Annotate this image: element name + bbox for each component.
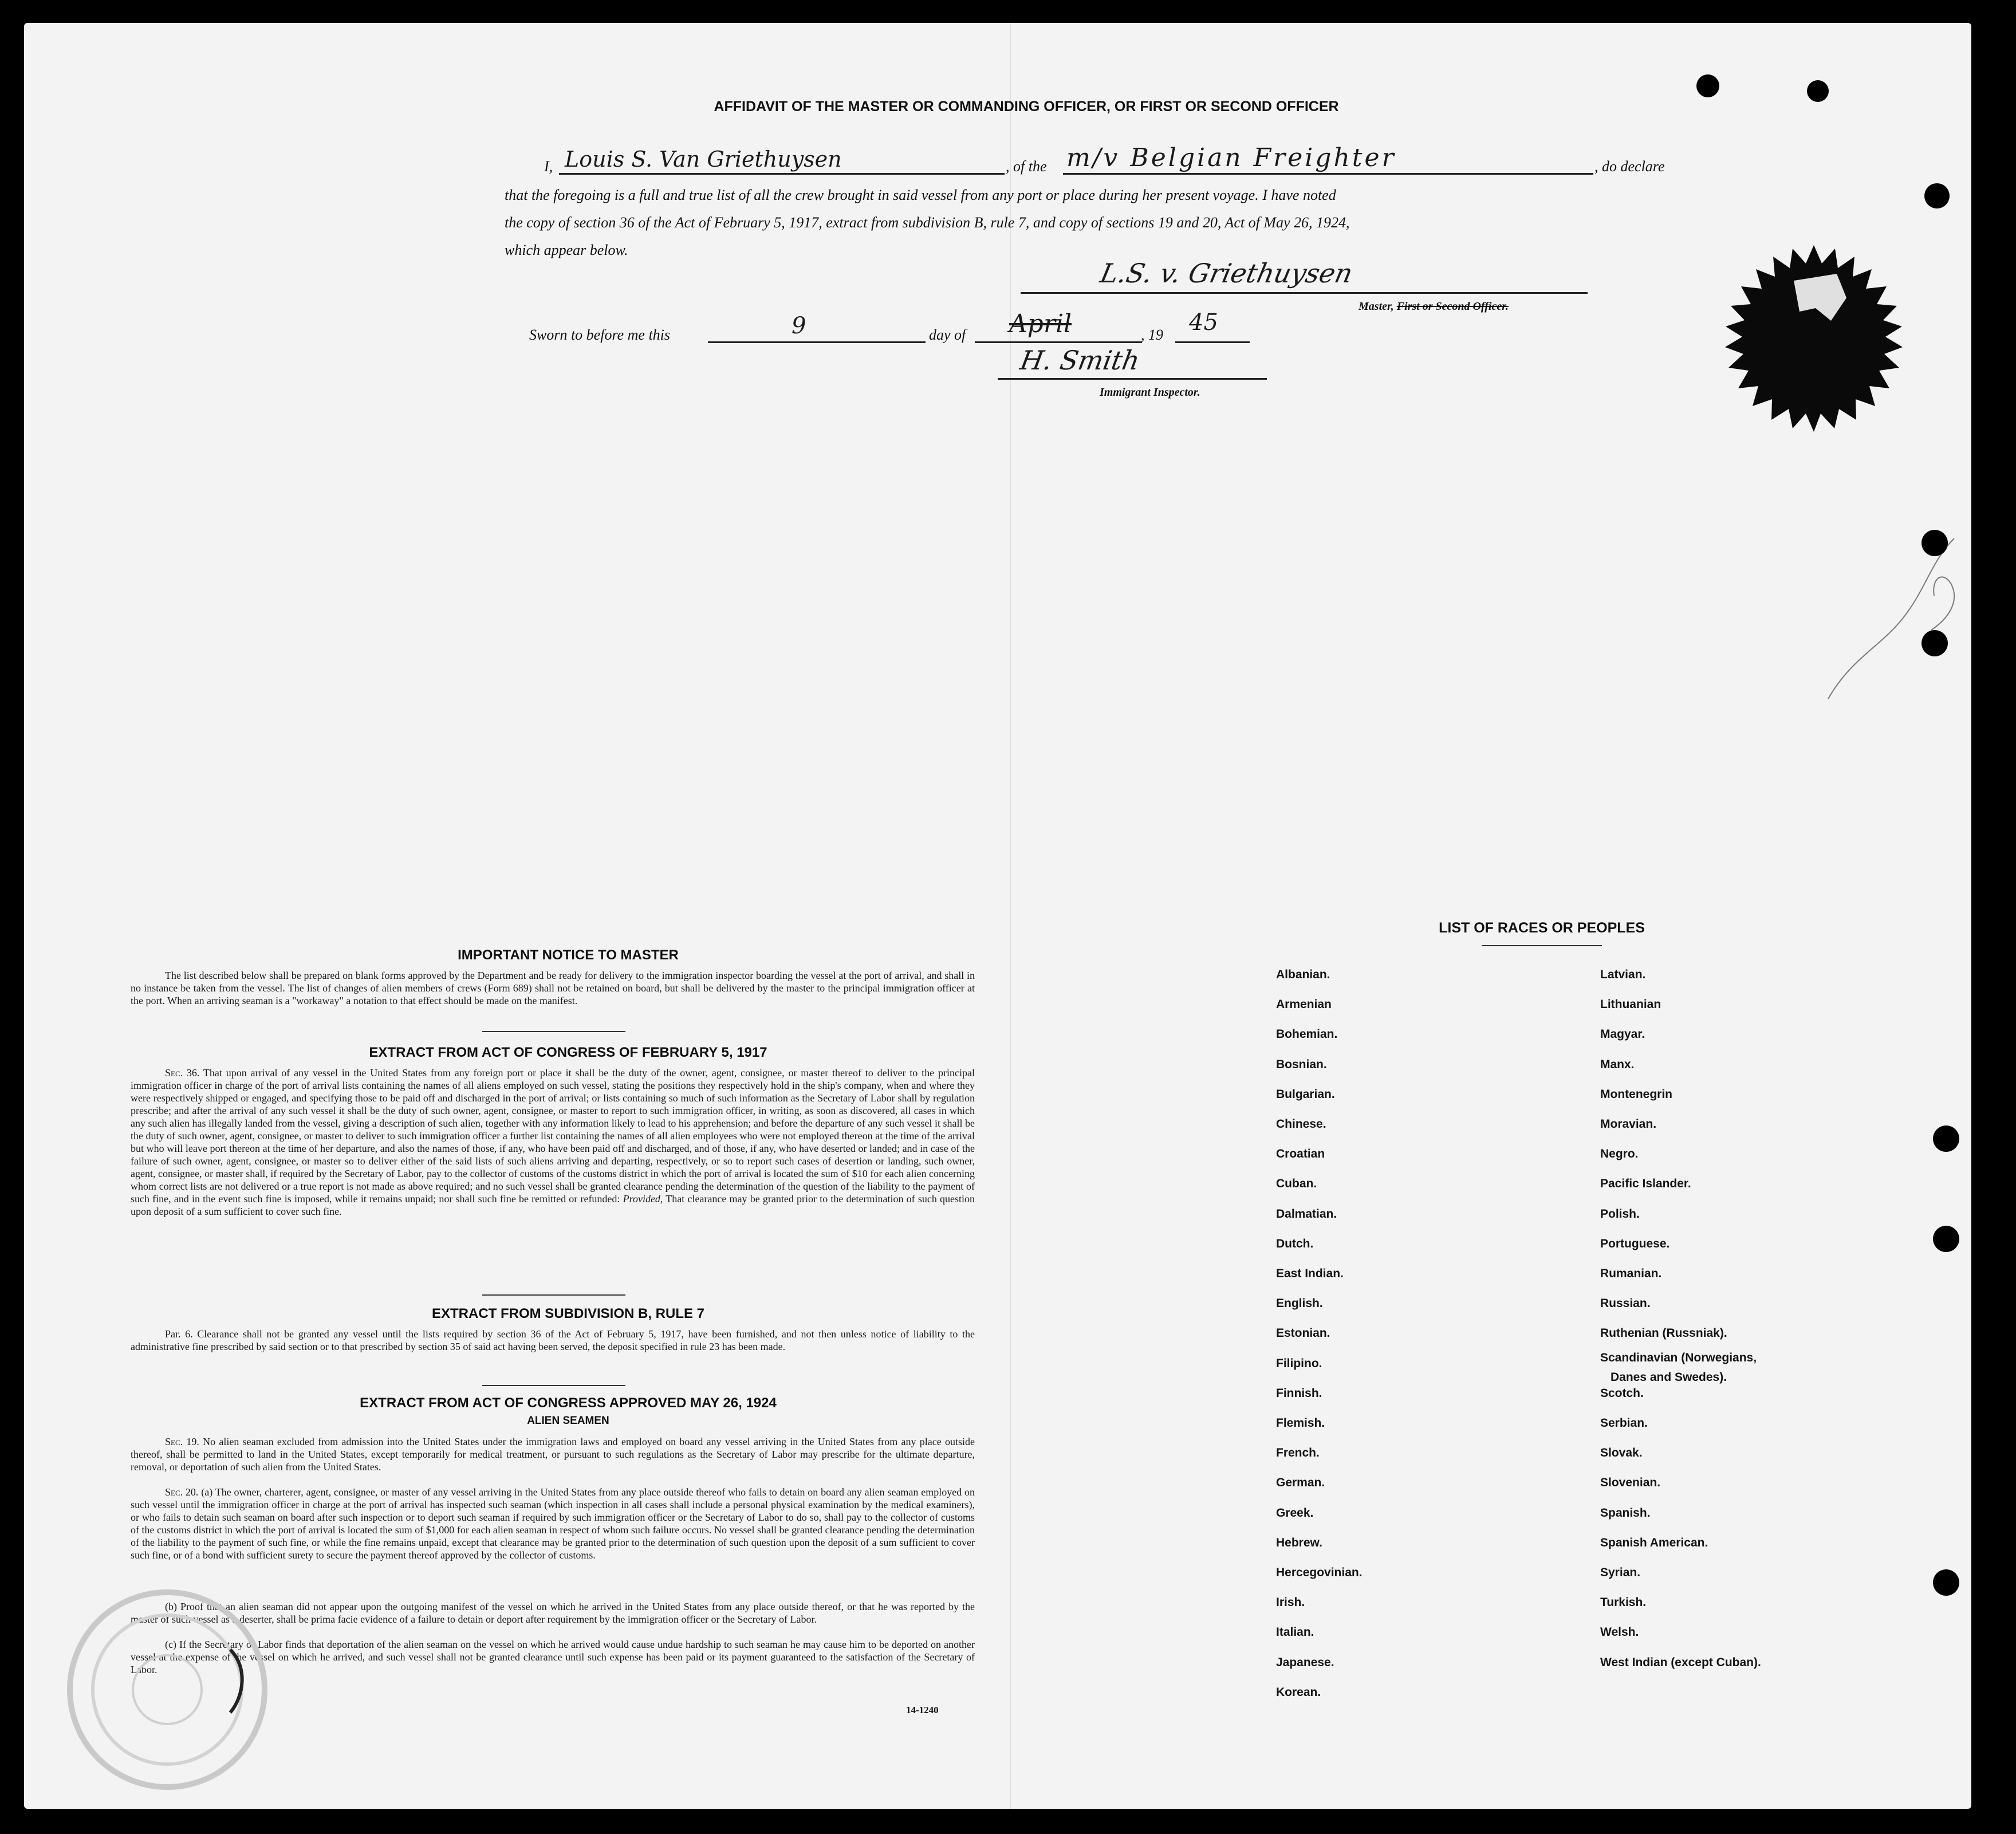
sec20a-body: (a) The owner, charterer, agent, consignee, or master of any vessel arriving in the United States from any place outside thereof who fails to detain on board any alien seaman employed on such vessel until the immigration officer in charge at the port of arrival has inspected such seaman (which inspection in all cases shall include a personal physical examination by the medical examiners), or who fails to detain such seaman on board after such inspection or to deport such seaman if required by such immigration officer or the Secretary of Labor to do so, shall pay to the collector of customs of the customs district in which the port of arrival is located the sum of $1,000 for each alien seaman in respect of whom such failure occurs. No vessel shall be granted clearance pending the determination of the liability to the payment of such fine, or while the fine remains unpaid, except that clearance may be granted prior to the determination of such question upon the deposit of a sum sufficient to cover such fine, or of a bond with sufficient surety to secure the payment thereof approved by the collector of customs. [131,1486,975,1561]
race-item: Spanish. [1600,1506,1651,1520]
sworn-label: Sworn to before me this [529,326,671,343]
race-item: Bohemian. [1276,1028,1338,1041]
embossed-seal-icon [58,1581,276,1798]
provided-label: Provided, [623,1193,663,1205]
race-item: Welsh. [1600,1626,1639,1639]
punch-hole-icon [1933,1569,1959,1596]
sec20a-paragraph [131,1486,975,1561]
master-signature-line [1021,292,1588,294]
vessel-name-handwritten: m/v Belgian Freighter [1066,143,1396,172]
master-label: Master, [1359,300,1394,313]
race-item: Italian. [1276,1626,1314,1639]
race-item: Korean. [1276,1685,1321,1699]
race-item: Turkish. [1600,1596,1647,1609]
race-item: Magyar. [1600,1028,1645,1041]
divider [482,1031,625,1032]
race-item: Portuguese. [1600,1237,1670,1250]
affidavit-line-4: which appear below. [505,242,628,258]
notary-seal-icon [1714,241,1914,441]
race-item: Chinese. [1276,1117,1326,1131]
extract-1917-title: EXTRACT FROM ACT OF CONGRESS OF FEBRUARY 5, 1917 [369,1045,767,1060]
race-item: Serbian. [1600,1416,1648,1430]
race-item: Bulgarian. [1276,1087,1335,1101]
day-of-label: day of [929,326,966,343]
race-item: Scotch. [1600,1386,1644,1400]
affidavit-i-prefix: I, [544,158,553,175]
race-item: Latvian. [1600,968,1646,981]
master-signature: L.S. v. Griethuysen [1097,258,1356,289]
document-sheet [24,23,1971,1809]
punch-hole-icon [1696,74,1719,97]
race-item: Montenegrin [1600,1087,1672,1101]
notice-body: The list described below shall be prepared on blank forms approved by the Department and be ready for delivery to the immigration inspector boarding the vessel at the port of arrival, and shall in no instance be taken from the vessel. The list of changes of alien members of crews (Form 689) shall not be retained on board, but shall be delivered by the master to the principal immigration officer at the port. When an arriving seaman is a "workaway" a notation to that effect should be made on the manifest. [131,970,975,1006]
race-item: Slovak. [1600,1446,1643,1460]
master-name-handwritten: Louis S. Van Griethuysen [565,147,842,172]
day-handwritten: 9 [792,313,806,339]
inspector-signature-line [998,378,1267,380]
struck-officer-label: First or Second Officer. [1396,300,1509,313]
divider [482,1294,625,1296]
sec19-paragraph [131,1435,975,1473]
race-item: Russian. [1600,1297,1651,1310]
race-item: French. [1276,1446,1320,1460]
affidavit-do-declare: , do declare [1594,158,1665,175]
divider [482,1385,625,1386]
notice-title: IMPORTANT NOTICE TO MASTER [458,947,679,963]
extract-1924-title: EXTRACT FROM ACT OF CONGRESS APPROVED MAY 26, 1924 [360,1395,777,1411]
race-item: Manx. [1600,1057,1635,1071]
race-item: Cuban. [1276,1177,1317,1191]
race-item: Lithuanian [1600,998,1661,1012]
race-item: Ruthenian (Russniak). [1600,1327,1727,1340]
extract-rule7-body: Par. 6. Clearance shall not be granted any vessel until the lists required by section 36 of the Act of February 5, 1917, have been furnished, and not then unless notice of liability to the administrative fine prescribed by said section or to that prescribed by section 35 of said act having been served, the deposit specified in rule 23 has been made. [131,1328,975,1352]
extract-rule7-title: EXTRACT FROM SUBDIVISION B, RULE 7 [431,1306,705,1321]
sec19-body: No alien seaman excluded from admission into the United States under the immigration laws and employed on board any vessel arriving in the United States from any place outside thereof, shall be permitted to land in the United States, except temporarily for medical treatment, or pursuant to such regulations as the Secretary of Labor may prescribe for the ultimate departure, removal, or deportation of such alien from the United States. [131,1436,975,1473]
race-item: Hercegovinian. [1276,1566,1363,1579]
race-item: Croatian [1276,1147,1325,1161]
inspector-signature: H. Smith [1018,345,1143,376]
race-item: Polish. [1600,1207,1640,1221]
race-item: Scandinavian (Norwegians, [1600,1351,1757,1364]
month-handwritten: April [1009,309,1072,339]
form-number: 14-1240 [906,1705,939,1715]
race-item: West Indian (except Cuban). [1600,1655,1761,1669]
affidavit-line-2: that the foregoing is a full and true list of all the crew brought in said vessel from any port or place during her present voyage. I have noted [505,187,1336,203]
inspector-label: Immigrant Inspector. [1100,386,1200,399]
year-prefix: , 19 [1141,326,1163,343]
affidavit-of-the: , of the [1006,158,1047,175]
extract-1917-body [131,1066,975,1218]
month-underline [975,341,1142,343]
sec36-label: Sec. 36. [165,1067,200,1079]
name-underline [559,173,1005,175]
punch-hole-icon [1933,1125,1959,1152]
divider [1482,945,1602,946]
race-item: Dalmatian. [1276,1207,1337,1221]
race-item: Greek. [1276,1506,1314,1520]
punch-hole-icon [1922,530,1948,556]
race-item: German. [1276,1476,1325,1490]
race-item: Syrian. [1600,1566,1641,1579]
race-item: Finnish. [1276,1386,1322,1400]
sec36-body: That upon arrival of any vessel in the United States from any foreign port or place it shall be the duty of the owner, agent, consignee, or master thereof to deliver to the principal immigration officer in charge of the port of arrival lists containing the names of all aliens employed on such vessel, stating the positions they respectively hold in the ship's company, when and where they were respectively shipped or engaged, and specifying those to be paid off and discharged in the port of arrival; or lists containing so much of such information as the Secretary of Labor shall by regulation prescribe; and after the arrival of any such vessel it shall be the duty of such owner, agent, consignee, or master to report to such immigration officer, in writing, as soon as discovered, all cases in which any such alien has illegally landed from the vessel, giving a description of such alien, together with any information likely to lead to his apprehension; and before the departure of any such vessel it shall be the duty of such owner, agent, consignee, or master to deliver to such immigration officer a further list containing the names of all alien employees who were not employed thereon at the time of the arrival but who will leave port thereon at the time of her departure, and also the names of those, if any, who have been paid off and discharged, and of those, if any, who have deserted or landed; and in case of the failure of such owner, agent, consignee, or master so to deliver either of the said lists of such aliens arriving and departing, respectively, or so to report such cases of desertion or landing, such owner, agent, consignee, or master shall, if required by the Secretary of Labor, pay to the collector of customs of the customs district in which the port of arrival is located the sum of $10 for each alien concerning whom correct lists are not delivered or a true report is not made as above required; and no such vessel shall be granted clearance pending the determination of the question of the liability to the payment of such fine, and in the event such fine is imposed, while it remains unpaid; nor shall such fine be remitted or refunded: [131,1067,975,1205]
race-item: Bosnian. [1276,1057,1327,1071]
race-item: Pacific Islander. [1600,1177,1691,1191]
race-item: Irish. [1276,1596,1305,1609]
sec20-label: Sec. 20. [165,1486,199,1498]
race-item: Japanese. [1276,1655,1334,1669]
sec20b-paragraph: (b) Proof that an alien seaman did not appear upon the outgoing manifest of the vessel on which he arrived in the United States from any place outside thereof, or that he was reported by the master of such vessel as a deserter, shall be prima facie evidence of a failure to detain or deport after requirement by the immigration officer or the Secretary of Labor. [131,1601,975,1625]
race-item: Estonian. [1276,1327,1330,1340]
race-item: Moravian. [1600,1117,1657,1131]
fold-line [1010,23,1011,1809]
affidavit-line-3: the copy of section 36 of the Act of February 5, 1917, extract from subdivision B, rule 7, and copy of sections 19 and 20, Act of May 26, 1924, [505,214,1350,231]
punch-hole-icon [1922,630,1948,656]
year-underline [1175,341,1250,343]
punch-hole-icon [1933,1226,1959,1252]
year-handwritten: 45 [1189,309,1218,336]
punch-hole-icon [1807,80,1829,102]
day-underline [708,341,926,343]
race-item: Slovenian. [1600,1476,1661,1490]
provided-body: That clearance may be granted prior to the determination of such question upon deposit of a sum sufficient to cover such fine. [131,1193,975,1217]
race-item: Albanian. [1276,968,1330,981]
race-item: Danes and Swedes). [1611,1370,1727,1384]
punch-hole-icon [1924,183,1950,208]
race-item: English. [1276,1297,1323,1310]
race-item: Spanish American. [1600,1536,1708,1549]
vessel-underline [1063,173,1593,175]
race-item: Flemish. [1276,1416,1325,1430]
race-item: Hebrew. [1276,1536,1322,1549]
extract-1924-subtitle: ALIEN SEAMEN [527,1415,609,1427]
affidavit-title: AFFIDAVIT OF THE MASTER OR COMMANDING OFFICER, OR FIRST OR SECOND OFFICER [714,99,1339,115]
race-item: Filipino. [1276,1356,1322,1370]
race-item: Armenian [1276,998,1332,1012]
race-item: Negro. [1600,1147,1639,1161]
signatory-title [1359,300,1509,313]
sec20c-paragraph: (c) If the Secretary of Labor finds that deportation of the alien seaman on the vessel on which he arrived would cause undue hardship to such seaman he may cause him to be deported on another vessel at the expense of the vessel on which he arrived, and such vessel shall not be granted clearance until such expense has been paid or its payment guaranteed to the satisfaction of the Secretary of Labor. [131,1639,975,1675]
sec19-label: Sec. 19. [165,1436,199,1447]
race-item: Dutch. [1276,1237,1314,1250]
races-title: LIST OF RACES OR PEOPLES [1439,920,1645,936]
race-item: East Indian. [1276,1267,1344,1280]
race-item: Rumanian. [1600,1267,1662,1280]
